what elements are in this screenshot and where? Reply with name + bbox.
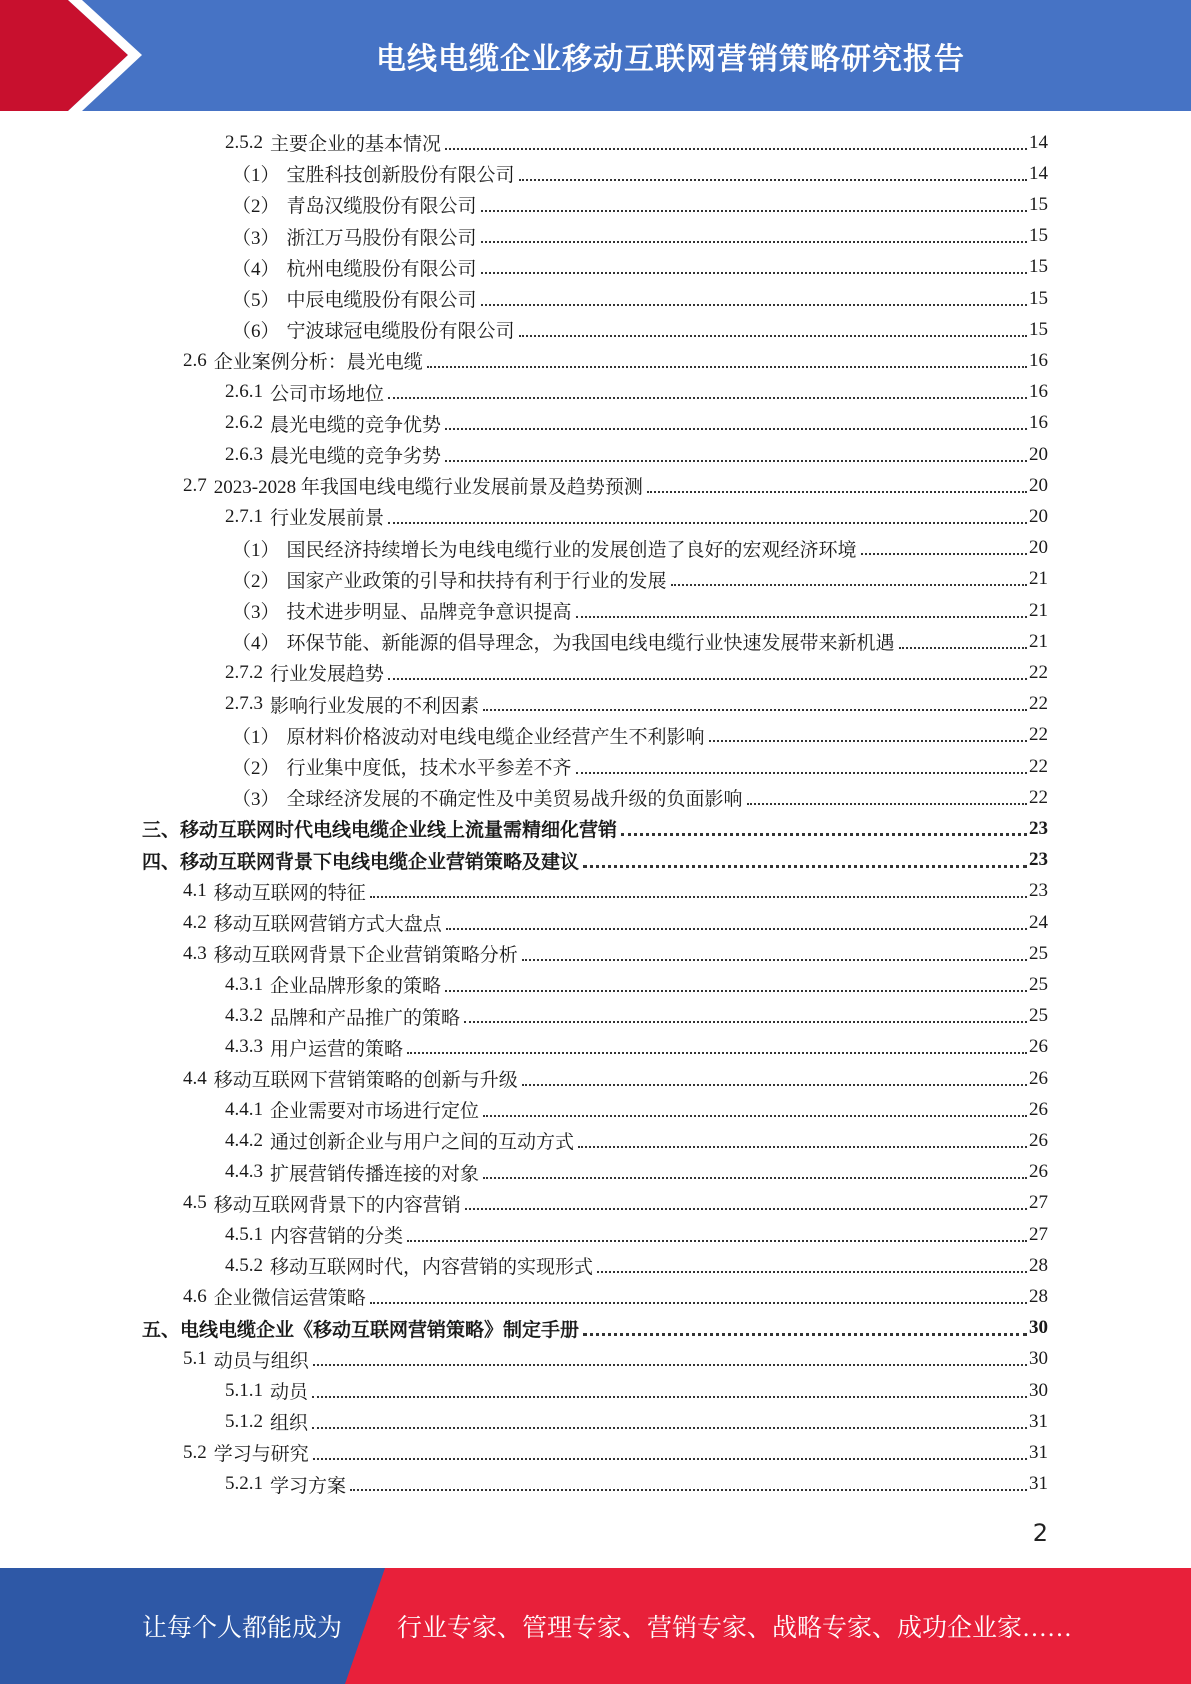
toc-entry-number: 4.3.2 <box>225 1005 263 1027</box>
toc-entry-title: 晨光电缆的竞争劣势 <box>270 446 442 467</box>
toc-entry[interactable] <box>232 751 1048 782</box>
toc-leader-dots <box>483 709 1027 711</box>
toc-entry-number: 五、 <box>142 1319 181 1341</box>
toc-entry-number: 5.1 <box>183 1348 207 1370</box>
toc-leader-dots <box>522 1084 1027 1086</box>
toc-entry-page: 31 <box>1029 1473 1048 1495</box>
toc-leader-dots <box>407 1240 1027 1242</box>
toc-leader-dots <box>388 522 1027 524</box>
toc-entry[interactable] <box>183 1188 1048 1219</box>
toc-entry[interactable] <box>225 1001 1048 1032</box>
toc-entry-title: 企业品牌形象的策略 <box>270 976 442 998</box>
toc-entry[interactable] <box>225 377 1048 408</box>
toc-entry-title: 组织 <box>270 1413 309 1435</box>
toc-entry-page: 15 <box>1029 193 1048 215</box>
toc-entry-page: 21 <box>1029 599 1048 621</box>
toc-entry-page: 22 <box>1029 724 1048 746</box>
toc-entry-number: （5） <box>232 290 280 311</box>
toc-leader-dots <box>747 803 1027 805</box>
toc-entry-title: 杭州电缆股份有限公司 <box>286 258 477 280</box>
toc-entry-number: 2.6.3 <box>225 443 263 465</box>
toc-entry[interactable] <box>183 1344 1048 1375</box>
toc-entry-title: 中辰电缆股份有限公司 <box>286 290 477 311</box>
toc-entry[interactable] <box>225 1032 1048 1063</box>
toc-leader-dots <box>427 366 1027 368</box>
toc-leader-dots <box>861 553 1027 555</box>
toc-leader-dots <box>312 1427 1027 1429</box>
toc-entry-page: 26 <box>1029 1067 1048 1089</box>
toc-entry-title: 国家产业政策的引导和扶持有利于行业的发展 <box>286 570 667 592</box>
toc-entry-title: 影响行业发展的不利因素 <box>270 695 480 717</box>
toc-entry-page: 16 <box>1029 349 1048 371</box>
toc-entry[interactable] <box>225 439 1048 470</box>
toc-entry-page: 27 <box>1029 1192 1048 1214</box>
toc-entry-title: 浙江万马股份有限公司 <box>286 227 477 249</box>
toc-entry-page: 20 <box>1029 537 1048 559</box>
toc-entry[interactable] <box>232 626 1048 657</box>
toc-entry-page: 20 <box>1029 505 1048 527</box>
toc-entry-page: 30 <box>1029 1348 1048 1370</box>
toc-entry-page: 22 <box>1029 786 1048 808</box>
toc-entry-number: （3） <box>232 227 280 249</box>
toc-entry-title: 学习方案 <box>270 1475 347 1497</box>
toc-entry-title: 动员与组织 <box>213 1350 309 1372</box>
toc-entry-page: 15 <box>1029 256 1048 278</box>
toc-entry-number: 2.6 <box>183 349 207 371</box>
toc-entry-page: 31 <box>1029 1441 1048 1463</box>
toc-entry[interactable] <box>225 1125 1048 1156</box>
toc-leader-dots <box>445 428 1027 430</box>
toc-entry-title: 扩展营销传播连接的对象 <box>270 1163 480 1185</box>
toc-entry-page: 16 <box>1029 412 1048 434</box>
toc-entry-title: 主要企业的基本情况 <box>270 134 442 155</box>
toc-entry-number: 2.5.2 <box>225 131 263 153</box>
toc-entry-page: 15 <box>1029 318 1048 340</box>
toc-leader-dots <box>647 491 1027 493</box>
toc-entry-title: 学习与研究 <box>213 1444 309 1466</box>
toc-entry-page: 30 <box>1029 1317 1048 1339</box>
toc-entry-page: 26 <box>1029 1098 1048 1120</box>
toc-leader-dots <box>583 865 1027 868</box>
toc-entry[interactable] <box>225 689 1048 720</box>
toc-entry-title: 移动互联网时代，内容营销的实现形式 <box>270 1257 594 1279</box>
report-title: 电线电缆企业移动互联网营销策略研究报告 <box>376 41 965 77</box>
toc-entry-page: 21 <box>1029 568 1048 590</box>
toc-leader-dots <box>445 148 1027 150</box>
toc-entry[interactable] <box>225 1157 1048 1188</box>
toc-entry-number: 2.7.2 <box>225 661 263 683</box>
toc-entry-title: 公司市场地位 <box>270 383 385 405</box>
toc-leader-dots <box>407 1052 1027 1054</box>
toc-leader-dots <box>519 335 1027 337</box>
toc-entry-number: （2） <box>232 570 280 592</box>
toc-entry-title: 晨光电缆的竞争优势 <box>270 414 442 436</box>
toc-entry-number: 4.4.1 <box>225 1098 263 1120</box>
toc-entry[interactable] <box>232 283 1048 314</box>
toc-leader-dots <box>481 272 1027 274</box>
toc-entry-title: 移动互联网背景下企业营销策略分析 <box>213 945 518 967</box>
toc-leader-dots <box>370 1302 1027 1304</box>
toc-leader-dots <box>313 1458 1027 1460</box>
toc-entry-page: 25 <box>1029 973 1048 995</box>
toc-leader-dots <box>481 210 1027 212</box>
toc-entry[interactable] <box>225 657 1048 688</box>
toc-leader-dots <box>578 1146 1027 1148</box>
toc-leader-dots <box>597 1271 1027 1273</box>
toc-entry[interactable] <box>232 533 1048 564</box>
toc-leader-dots <box>464 1021 1027 1023</box>
toc-entry[interactable] <box>225 1094 1048 1125</box>
toc-entry-number: 4.3.1 <box>225 973 263 995</box>
toc-entry-number: 4.5.2 <box>225 1254 263 1276</box>
toc-entry[interactable] <box>232 314 1048 345</box>
toc-entry[interactable] <box>232 158 1048 189</box>
toc-leader-dots <box>313 1364 1027 1366</box>
toc-entry-number: 4.4 <box>183 1067 207 1089</box>
toc-entry-number: 5.2 <box>183 1441 207 1463</box>
toc-leader-dots <box>483 1115 1027 1117</box>
toc-entry-number: （1） <box>232 539 280 561</box>
toc-entry-title: 移动互联网下营销策略的创新与升级 <box>213 1070 518 1091</box>
toc-entry-page: 15 <box>1029 287 1048 309</box>
toc-entry-title: 电线电缆企业《移动互联网营销策略》制定手册 <box>180 1319 580 1341</box>
toc-leader-dots <box>671 584 1027 586</box>
toc-leader-dots <box>583 1333 1027 1336</box>
toc-entry-number: 2.6.2 <box>225 412 263 434</box>
toc-entry-page: 14 <box>1029 131 1048 153</box>
toc-entry[interactable] <box>142 813 1048 844</box>
toc-entry-page: 14 <box>1029 162 1048 184</box>
toc-entry-number: 四、 <box>142 851 181 873</box>
toc-entry-title: 2023-2028 年我国电线电缆行业发展前景及趋势预测 <box>213 477 643 499</box>
toc-entry-number: 4.3 <box>183 942 207 964</box>
toc-entry[interactable] <box>232 221 1048 252</box>
toc-entry-page: 26 <box>1029 1161 1048 1183</box>
toc-entry-number: 4.1 <box>183 880 207 902</box>
toc-entry-title: 移动互联网营销方式大盘点 <box>213 914 442 935</box>
footer-slogan-left: 让每个人都能成为 <box>142 1615 343 1642</box>
toc-entry[interactable] <box>183 1437 1048 1468</box>
toc-leader-dots <box>445 990 1027 992</box>
toc-entry-number: 5.2.1 <box>225 1473 263 1495</box>
toc-entry-number: 2.7.1 <box>225 505 263 527</box>
footer-slogan-right: 行业专家、管理专家、营销专家、战略专家、成功企业家…… <box>397 1615 1073 1642</box>
toc-entry-title: 企业案例分析：晨光电缆 <box>213 352 423 374</box>
toc-entry[interactable] <box>183 1281 1048 1312</box>
toc-entry-number: （3） <box>232 602 280 623</box>
toc-entry[interactable] <box>225 1406 1048 1437</box>
toc-entry-number: 4.5.1 <box>225 1223 263 1245</box>
toc-entry[interactable] <box>183 876 1048 907</box>
toc-entry-page: 28 <box>1029 1285 1048 1307</box>
toc-entry-number: （4） <box>232 633 280 655</box>
toc-entry-title: 品牌和产品推广的策略 <box>270 1007 461 1029</box>
toc-entry[interactable] <box>183 470 1048 501</box>
toc-entry-number: 5.1.1 <box>225 1379 263 1401</box>
toc-leader-dots <box>576 616 1027 618</box>
toc-entry-title: 移动互联网时代电线电缆企业线上流量需精细化营销 <box>180 820 618 842</box>
toc-entry-page: 15 <box>1029 225 1048 247</box>
toc-entry-title: 移动互联网背景下电线电缆企业营销策略及建议 <box>180 851 580 873</box>
toc-leader-dots <box>370 896 1027 898</box>
toc-leader-dots <box>388 397 1027 399</box>
toc-entry[interactable] <box>232 595 1048 626</box>
toc-entry-number: 4.6 <box>183 1285 207 1307</box>
toc-entry-number: 4.3.3 <box>225 1036 263 1058</box>
toc-entry-title: 国民经济持续增长为电线电缆行业的发展创造了良好的宏观经济环境 <box>286 539 857 561</box>
toc-entry[interactable] <box>142 845 1048 876</box>
toc-entry-page: 26 <box>1029 1129 1048 1151</box>
toc-entry-number: （2） <box>232 758 280 779</box>
toc-leader-dots <box>445 460 1027 462</box>
toc-entry[interactable] <box>232 189 1048 220</box>
toc-entry[interactable] <box>225 408 1048 439</box>
toc-entry[interactable] <box>225 969 1048 1000</box>
toc-entry-number: （4） <box>232 258 280 280</box>
page-header <box>0 0 1191 111</box>
toc-entry-title: 动员 <box>270 1382 309 1403</box>
toc-entry-page: 27 <box>1029 1223 1048 1245</box>
toc-entry-title: 移动互联网的特征 <box>213 882 366 904</box>
toc-entry-number: 4.5 <box>183 1192 207 1214</box>
toc-entry-title: 企业需要对市场进行定位 <box>270 1101 480 1123</box>
toc-entry-page: 26 <box>1029 1036 1048 1058</box>
toc-entry[interactable] <box>183 907 1048 938</box>
toc-leader-dots <box>465 1208 1027 1210</box>
toc-leader-dots <box>483 1177 1027 1179</box>
toc-leader-dots <box>446 928 1027 930</box>
toc-entry-title: 全球经济发展的不确定性及中美贸易战升级的负面影响 <box>286 789 743 811</box>
toc-entry[interactable] <box>225 501 1048 532</box>
toc-leader-dots <box>388 678 1027 680</box>
toc-entry-number: 4.4.2 <box>225 1129 263 1151</box>
toc-leader-dots <box>481 241 1027 243</box>
toc-entry-title: 原材料价格波动对电线电缆企业经营产生不利影响 <box>286 726 705 748</box>
toc-entry[interactable] <box>232 782 1048 813</box>
toc-entry[interactable] <box>232 720 1048 751</box>
toc-entry-title: 技术进步明显、品牌竞争意识提高 <box>286 602 572 623</box>
toc-entry-page: 21 <box>1029 630 1048 652</box>
toc-entry[interactable] <box>225 127 1048 158</box>
toc-entry-page: 28 <box>1029 1254 1048 1276</box>
toc-entry-title: 行业发展趋势 <box>270 664 385 686</box>
toc-entry-page: 25 <box>1029 942 1048 964</box>
toc-leader-dots <box>350 1489 1027 1491</box>
toc-entry-title: 宝胜科技创新股份有限公司 <box>286 165 515 187</box>
toc-entry[interactable] <box>225 1219 1048 1250</box>
toc-leader-dots <box>481 304 1027 306</box>
toc-entry-number: 4.2 <box>183 911 207 933</box>
toc-entry-title: 青岛汉缆股份有限公司 <box>286 196 477 218</box>
toc-leader-dots <box>621 833 1027 836</box>
toc-entry-number: 2.7 <box>183 474 207 496</box>
toc-entry-number: 2.7.3 <box>225 693 263 715</box>
toc-entry-page: 31 <box>1029 1410 1048 1432</box>
toc-entry-number: （1） <box>232 726 280 748</box>
toc-entry[interactable] <box>183 345 1048 376</box>
toc-leader-dots <box>899 647 1027 649</box>
toc-entry-title: 行业集中度低，技术水平参差不齐 <box>286 758 572 779</box>
toc-entry-page: 30 <box>1029 1379 1048 1401</box>
toc-entry-page: 16 <box>1029 381 1048 403</box>
toc-entry-title: 行业发展前景 <box>270 508 385 530</box>
toc-entry-page: 23 <box>1029 880 1048 902</box>
toc-leader-dots <box>522 959 1027 961</box>
toc-entry-page: 23 <box>1029 849 1048 871</box>
toc-entry-title: 通过创新企业与用户之间的互动方式 <box>270 1132 575 1154</box>
toc-entry-number: （3） <box>232 789 280 811</box>
toc-leader-dots <box>312 1396 1027 1398</box>
toc-entry-title: 内容营销的分类 <box>270 1226 404 1247</box>
toc-entry-page: 22 <box>1029 755 1048 777</box>
toc-entry-page: 20 <box>1029 474 1048 496</box>
red-chevron-icon <box>0 0 160 111</box>
toc-entry-title: 宁波球冠电缆股份有限公司 <box>286 321 515 343</box>
toc-entry-title: 移动互联网背景下的内容营销 <box>213 1194 461 1216</box>
toc-entry-page: 22 <box>1029 661 1048 683</box>
page-number: 2 <box>1032 1519 1048 1547</box>
toc-entry[interactable] <box>225 1469 1048 1500</box>
toc-entry[interactable] <box>183 938 1048 969</box>
toc-leader-dots <box>709 740 1027 742</box>
toc-entry[interactable] <box>225 1250 1048 1281</box>
toc-entry-page: 23 <box>1029 817 1048 839</box>
toc-entry-title: 用户运营的策略 <box>270 1038 404 1060</box>
toc-entry-number: （2） <box>232 196 280 218</box>
toc-leader-dots <box>576 772 1027 774</box>
toc-entry-number: 2.6.1 <box>225 381 263 403</box>
toc-entry[interactable] <box>142 1313 1048 1344</box>
toc-entry[interactable] <box>225 1375 1048 1406</box>
toc-entry-number: （6） <box>232 321 280 343</box>
toc-entry-number: 5.1.2 <box>225 1410 263 1432</box>
toc-entry-page: 20 <box>1029 443 1048 465</box>
toc-entry-number: 4.4.3 <box>225 1161 263 1183</box>
toc-entry[interactable] <box>232 252 1048 283</box>
toc-entry[interactable] <box>232 564 1048 595</box>
toc-entry-title: 企业微信运营策略 <box>213 1288 366 1310</box>
toc-leader-dots <box>519 179 1027 181</box>
page-footer <box>0 1568 1191 1684</box>
toc-entry[interactable] <box>183 1063 1048 1094</box>
toc-entry-page: 24 <box>1029 911 1048 933</box>
toc-entry-page: 22 <box>1029 693 1048 715</box>
toc-entry-number: （1） <box>232 165 280 187</box>
toc-entry-page: 25 <box>1029 1005 1048 1027</box>
toc-entry-title: 环保节能、新能源的倡导理念，为我国电线电缆行业快速发展带来新机遇 <box>286 633 895 655</box>
toc-entry-number: 三、 <box>142 820 181 842</box>
